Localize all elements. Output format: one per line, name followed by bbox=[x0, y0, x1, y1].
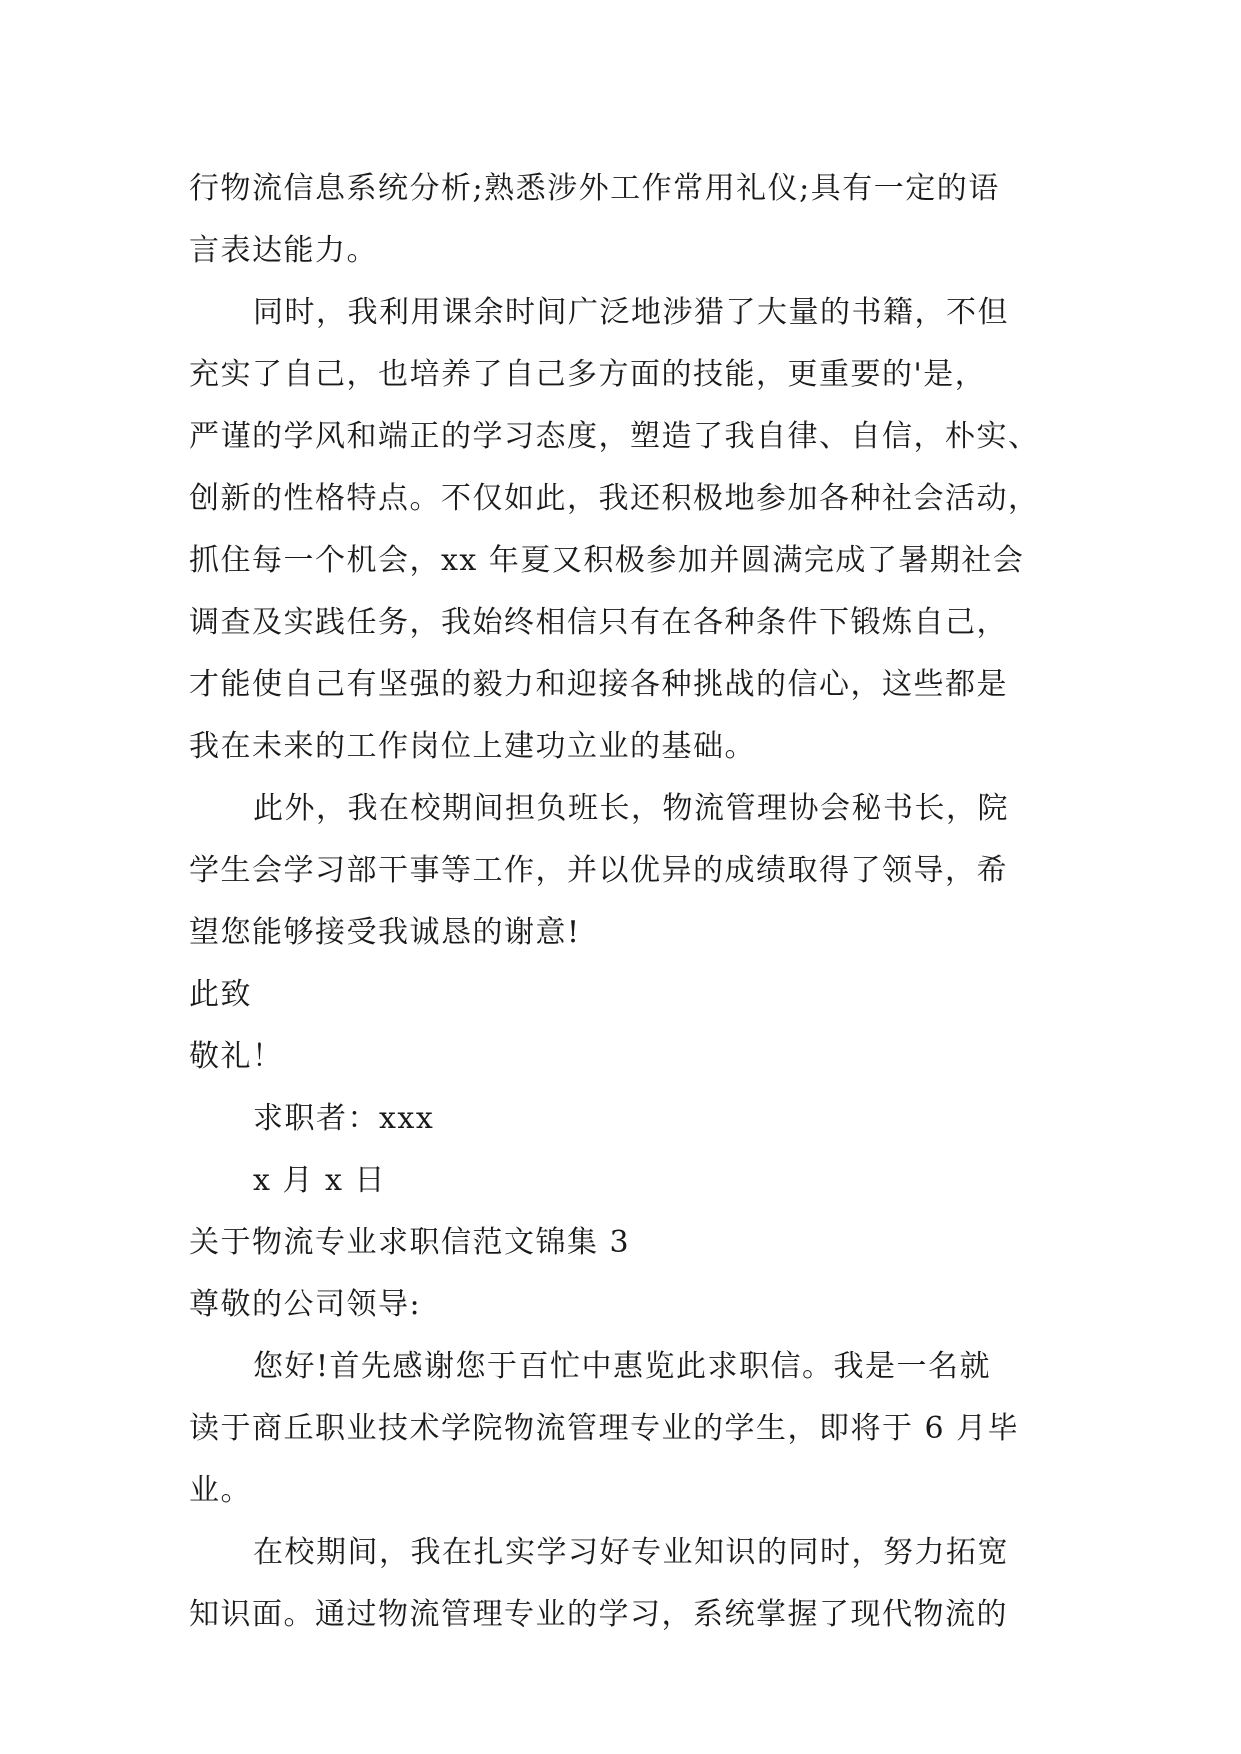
text-line: 充实了自己，也培养了自己多方面的技能，更重要的'是， bbox=[189, 357, 987, 392]
text-line: 业。 bbox=[189, 1473, 252, 1508]
text-line: 关于物流专业求职信范文锦集 3 bbox=[189, 1225, 631, 1260]
text-line: 您好!首先感谢您于百忙中惠览此求职信。我是一名就 bbox=[253, 1349, 992, 1384]
text-line: 读于商丘职业技术学院物流管理专业的学生，即将于 6 月毕 bbox=[189, 1411, 1020, 1446]
text-line: 敬礼！ bbox=[189, 1039, 284, 1074]
text-line: 学生会学习部干事等工作，并以优异的成绩取得了领导，希 bbox=[189, 853, 1008, 888]
text-line: 才能使自己有坚强的毅力和迎接各种挑战的信心，这些都是 bbox=[189, 667, 1008, 702]
text-line: x 月 x 日 bbox=[253, 1163, 386, 1198]
text-line: 望您能够接受我诚恳的谢意! bbox=[189, 915, 581, 950]
text-line: 抓住每一个机会，xx 年夏又积极参加并圆满完成了暑期社会 bbox=[189, 543, 1025, 578]
text-line: 知识面。通过物流管理专业的学习，系统掌握了现代物流的 bbox=[189, 1597, 1008, 1632]
text-line: 创新的性格特点。不仅如此，我还积极地参加各种社会活动， bbox=[189, 481, 1040, 516]
text-line: 求职者：xxx bbox=[253, 1101, 435, 1136]
text-line: 行物流信息系统分析;熟悉涉外工作常用礼仪;具有一定的语 bbox=[189, 171, 1000, 206]
text-line: 同时，我利用课余时间广泛地涉猎了大量的书籍，不但 bbox=[253, 295, 1009, 330]
text-line: 言表达能力。 bbox=[189, 233, 378, 268]
document-body bbox=[189, 158, 1069, 1646]
text-line: 此外，我在校期间担负班长，物流管理协会秘书长，院 bbox=[253, 791, 1009, 826]
text-line: 在校期间，我在扎实学习好专业知识的同时，努力拓宽 bbox=[253, 1535, 1009, 1570]
text-line: 我在未来的工作岗位上建功立业的基础。 bbox=[189, 729, 756, 764]
text-line: 调查及实践任务，我始终相信只有在各种条件下锻炼自己， bbox=[189, 605, 1008, 640]
text-line: 此致 bbox=[189, 977, 252, 1012]
text-line: 尊敬的公司领导: bbox=[189, 1287, 422, 1322]
text-line: 严谨的学风和端正的学习态度，塑造了我自律、自信，朴实、 bbox=[189, 419, 1040, 454]
